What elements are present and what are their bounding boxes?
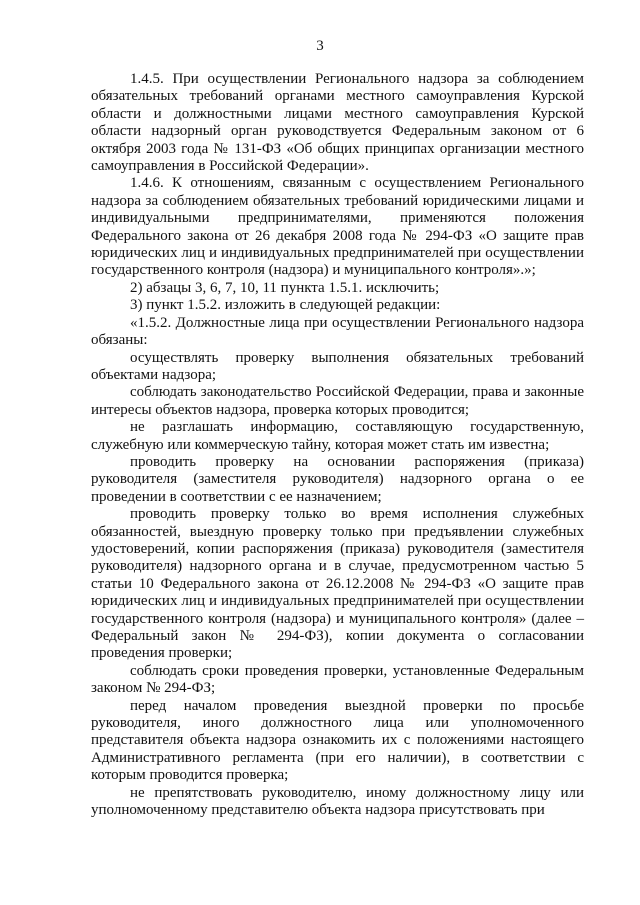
duty-item: перед началом проведения выездной проверки по просьбе руководителя, иного должностного лица или уполномоченного представителя объекта надзора ознакомить их с положениями настоящего Административного регламента (при его наличии), в соответствии с которым проводится проверка; xyxy=(91,697,584,784)
paragraph-1-4-6: 1.4.6. К отношениям, связанным с осуществлением Регионального надзора за соблюдением обязательных требований юридическими лицами и индивидуальными предпринимателями, применяются положения Федерального закона от 26 декабря 2008 года № 294-ФЗ «О защите прав юридических лиц и индивидуальных предпринимателей при осуществлении государственного контроля (надзора) и муниципального контроля».»; xyxy=(91,175,584,279)
duty-item: осуществлять проверку выполнения обязательных требований объектами надзора; xyxy=(91,349,584,383)
duty-item: проводить проверку на основании распоряжения (приказа) руководителя (заместителя руководителя) надзорного органа о ее проведении в соответствии с ее назначением; xyxy=(91,453,584,505)
paragraph-1-5-2: «1.5.2. Должностные лица при осуществлении Регионального надзора обязаны: xyxy=(91,314,584,349)
paragraph-item-3: 3) пункт 1.5.2. изложить в следующей редакции: xyxy=(130,297,441,314)
duty-item: проводить проверку только во время исполнения служебных обязанностей, выездную проверку только при предъявлении служебных удостоверений, копии распоряжения (приказа) руководителя (заместителя руководителя) надзорного органа и в случае, предусмотренном частью 5 статьи 10 Федерального закона от 26.12.2008 № 294-ФЗ «О защите прав юридических лиц и индивидуальных предпринимателей при осуществлении государственного контроля (надзора) и муниципального контроля» (далее – Федеральный закон № 294-ФЗ), копии документа о согласовании проведения проверки; xyxy=(91,506,584,662)
duty-item: не разглашать информацию, составляющую государственную, служебную или коммерческую тайну, которая может стать им известна; xyxy=(91,419,584,453)
document-body xyxy=(91,71,584,819)
page-number: 3 xyxy=(316,38,324,54)
duty-item: соблюдать сроки проведения проверки, установленные Федеральным законом № 294-ФЗ; xyxy=(91,662,584,697)
paragraph-item-2: 2) абзацы 3, 6, 7, 10, 11 пункта 1.5.1. исключить; xyxy=(130,279,440,296)
duty-item: соблюдать законодательство Российской Федерации, права и законные интересы объектов надзора, проверка которых проводится; xyxy=(91,384,584,418)
duty-item: не препятствовать руководителю, иному должностному лицу или уполномоченному представителю объекта надзора присутствовать при xyxy=(91,784,584,819)
paragraph-1-4-5: 1.4.5. При осуществлении Регионального надзора за соблюдением обязательных требований органами местного самоуправления Курской области и должностными лицами местного самоуправления Курской области надзорный орган руководствуется Федеральным законом от 6 октября 2003 года № 131-ФЗ «Об общих принципах организации местного самоуправления в Российской Федерации». xyxy=(91,71,584,175)
